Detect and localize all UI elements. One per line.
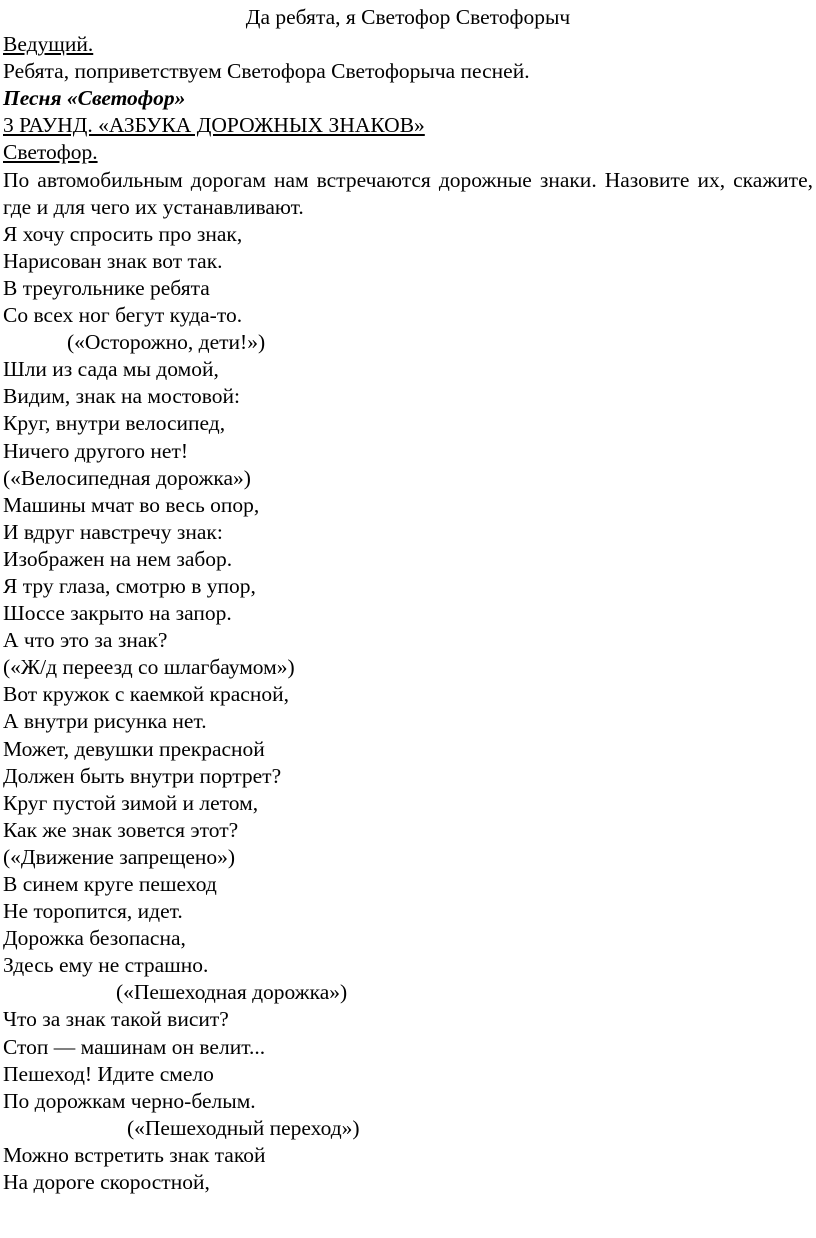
song-title: Песня «Светофор» xyxy=(3,86,186,111)
verse-line: Шоссе закрыто на запор. xyxy=(3,601,232,626)
verse-line: Дорожка безопасна, xyxy=(3,926,186,951)
document-title: Да ребята, я Светофор Светофорыч xyxy=(245,5,571,29)
verse-line: А что это за знак? xyxy=(3,628,168,653)
round-heading: 3 РАУНД. «АЗБУКА ДОРОЖНЫХ ЗНАКОВ» xyxy=(3,113,425,138)
verse-line: Стоп — машинам он велит... xyxy=(3,1034,266,1059)
verse-line: Как же знак зовется этот? xyxy=(3,817,239,842)
verse-line: Я хочу спросить про знак, xyxy=(3,221,243,246)
answer-line: («Ж/д переезд со шлагбаумом») xyxy=(3,655,295,680)
intro-paragraph: По автомобильным дорогам нам встречаются дорожные знаки. Назовите их, скажите, где и для чего их устанавливают. xyxy=(3,167,813,219)
verse-line: Изображен на нем забор. xyxy=(3,546,233,571)
verse-line: Можно встретить знак такой xyxy=(3,1142,266,1167)
verse-line: Должен быть внутри портрет? xyxy=(3,763,282,788)
verse-line: Что за знак такой висит? xyxy=(3,1007,229,1032)
host-line: Ребята, поприветствуем Светофора Светофорыча песней. xyxy=(3,59,530,84)
answer-line: («Велосипедная дорожка») xyxy=(3,465,251,490)
document-page xyxy=(3,4,813,1196)
verse-line: В треугольнике ребята xyxy=(3,275,210,300)
verse-line: Не торопится, идет. xyxy=(3,899,183,924)
verse-line: Круг пустой зимой и летом, xyxy=(3,790,259,815)
verse-line: Ничего другого нет! xyxy=(3,438,188,463)
verse-line: Видим, знак на мостовой: xyxy=(3,384,240,409)
answer-line: («Пешеходный переход») xyxy=(127,1115,360,1140)
answer-line: («Движение запрещено») xyxy=(3,844,236,869)
verse-line: Со всех ног бегут куда-то. xyxy=(3,303,243,328)
verse-line: Машины мчат во весь опор, xyxy=(3,492,260,517)
answer-line: («Осторожно, дети!») xyxy=(67,330,266,355)
verse-line: Пешеход! Идите смело xyxy=(3,1061,214,1086)
traffic-light-speaker-label: Светофор. xyxy=(3,140,98,165)
verse-line: На дороге скоростной, xyxy=(3,1170,210,1195)
verse-line: Круг, внутри велосипед, xyxy=(3,411,226,436)
verse-line: Может, девушки прекрасной xyxy=(3,736,265,761)
verse-line: А внутри рисунка нет. xyxy=(3,709,207,734)
verse-line: И вдруг навстречу знак: xyxy=(3,519,223,544)
verse-line: Я тру глаза, смотрю в упор, xyxy=(3,573,256,598)
answer-line: («Пешеходная дорожка») xyxy=(116,980,348,1005)
verse-line: Шли из сада мы домой, xyxy=(3,357,219,382)
verse-line: Нарисован знак вот так. xyxy=(3,248,223,273)
verse-line: В синем круге пешеход xyxy=(3,872,217,896)
verse-line: По дорожкам черно-белым. xyxy=(3,1088,256,1113)
verse-line: Вот кружок с каемкой красной, xyxy=(3,682,289,707)
verse-line: Здесь ему не страшно. xyxy=(3,953,209,978)
host-speaker-label: Ведущий. xyxy=(3,32,94,57)
